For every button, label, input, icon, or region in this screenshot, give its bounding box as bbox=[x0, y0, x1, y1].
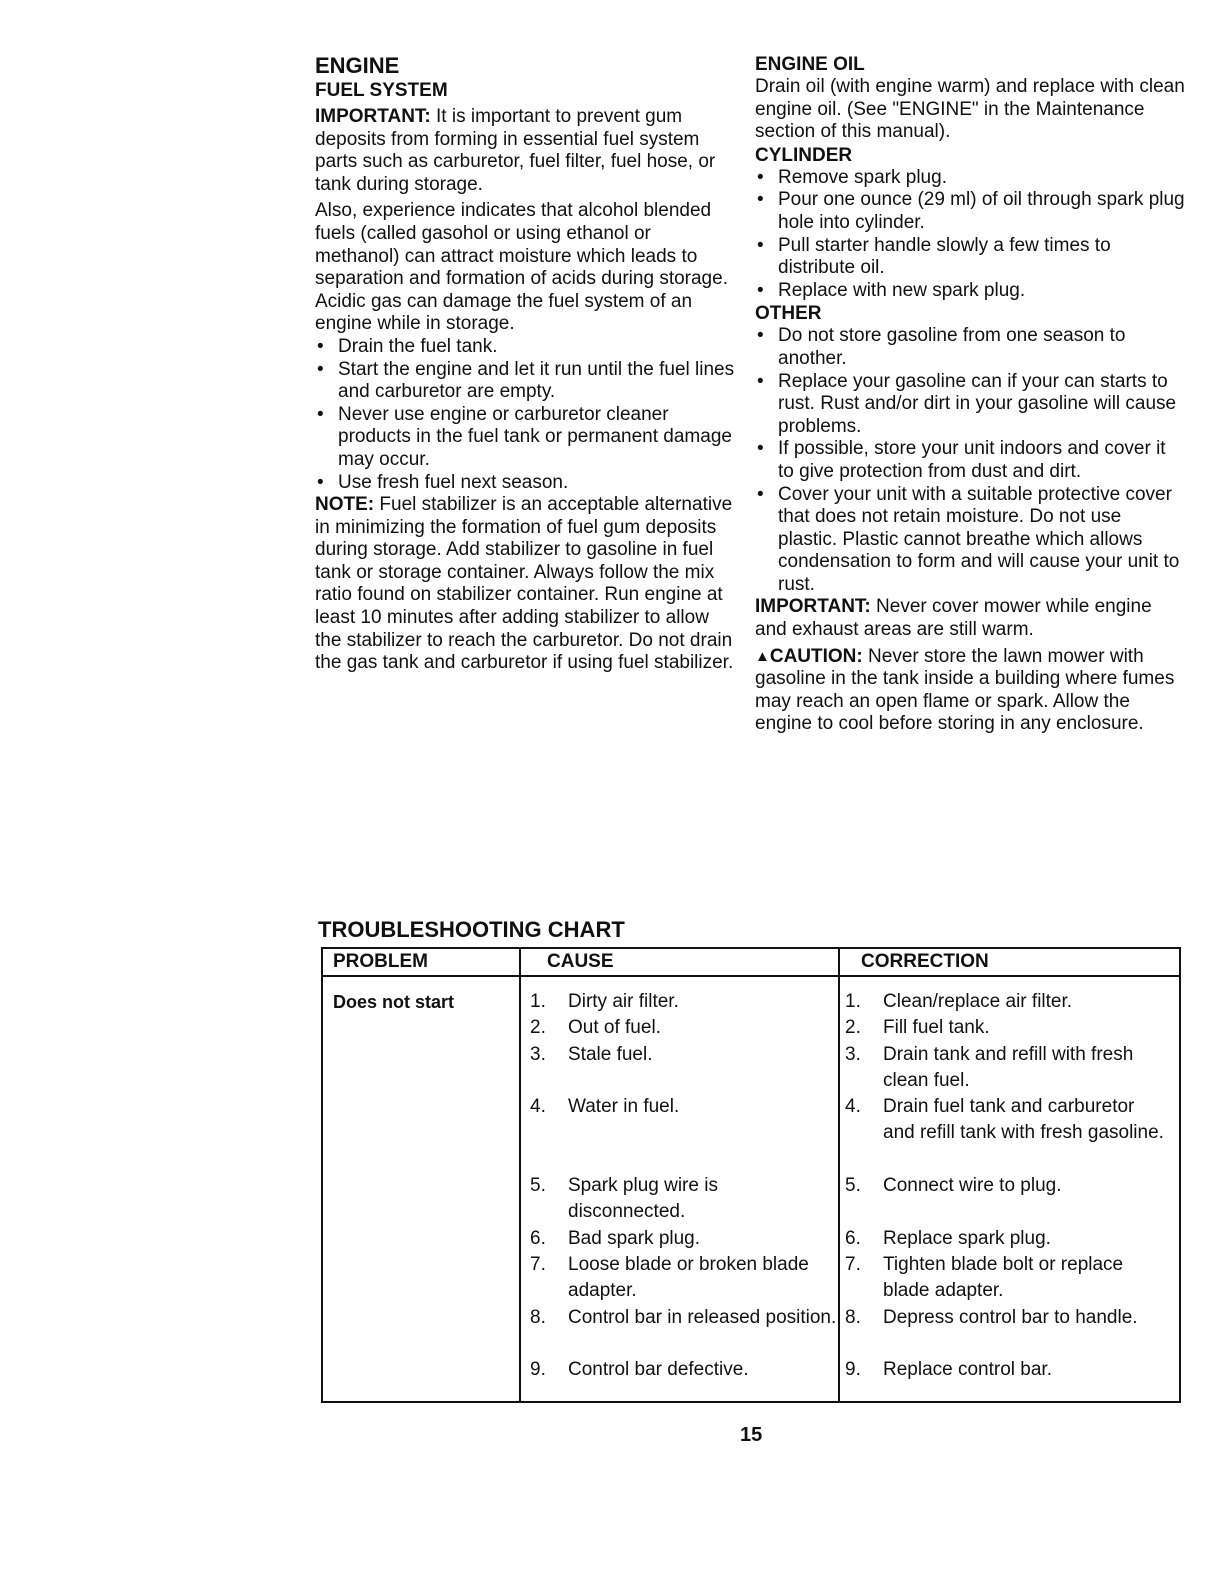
correction-number: 4. bbox=[845, 1096, 861, 1118]
bullet-icon: • bbox=[757, 166, 764, 188]
correction-number: 7. bbox=[845, 1253, 861, 1275]
important-text: It is important to prevent gum deposits from forming in essential fuel system parts such as carburetor, fuel filter, fuel hose, or tank during storage. bbox=[315, 106, 716, 195]
cause-row bbox=[530, 989, 838, 1015]
important-paragraph bbox=[315, 106, 735, 196]
cause-row bbox=[530, 1305, 838, 1358]
correction-number: 5. bbox=[845, 1175, 861, 1197]
other-bullet-list bbox=[755, 325, 1185, 596]
cause-number: 8. bbox=[530, 1306, 546, 1328]
correction-row bbox=[845, 1252, 1171, 1305]
bullet-text: Use fresh fuel next season. bbox=[338, 471, 569, 493]
cause-row bbox=[530, 1252, 838, 1305]
cylinder-bullet-list bbox=[755, 167, 1185, 303]
header-problem: PROBLEM bbox=[333, 951, 428, 972]
important-text: Never cover mower while engine and exhaust areas are still warm. bbox=[755, 596, 1152, 641]
correction-row bbox=[845, 1042, 1171, 1095]
note-paragraph bbox=[315, 494, 735, 675]
correction-text: Clean/replace air filter. bbox=[883, 991, 1073, 1012]
list-item bbox=[315, 404, 735, 472]
cause-text: Water in fuel. bbox=[568, 1096, 680, 1118]
bullet-icon: • bbox=[757, 370, 764, 392]
caution-text: Never store the lawn mower with gasoline in the tank inside a building where fumes may reach an open flame or spark. Allow the engine to cool before storing in any enclosure. bbox=[755, 645, 1175, 735]
cause-column bbox=[530, 989, 838, 1383]
engine-heading: ENGINE bbox=[315, 53, 400, 78]
fuel-system-heading: FUEL SYSTEM bbox=[315, 80, 448, 101]
cause-row bbox=[530, 1226, 838, 1252]
bullet-text: Remove spark plug. bbox=[778, 166, 947, 188]
problem-cell: Does not start bbox=[333, 992, 455, 1012]
bullet-text: If possible, store your unit indoors and cover it to give protection from dust and dirt. bbox=[778, 438, 1166, 482]
list-item bbox=[315, 336, 735, 359]
caution-label: CAUTION: bbox=[769, 645, 863, 667]
cylinder-heading: CYLINDER bbox=[755, 144, 853, 166]
other-heading: OTHER bbox=[755, 303, 822, 325]
correction-text: Depress control bar to handle. bbox=[883, 1306, 1138, 1328]
cause-row bbox=[530, 1042, 838, 1095]
correction-text: Replace spark plug. bbox=[883, 1227, 1051, 1249]
list-item bbox=[755, 167, 1185, 190]
correction-text: Tighten blade bolt or replace blade adapter. bbox=[883, 1253, 1124, 1302]
note-label: NOTE: bbox=[315, 494, 375, 516]
cause-row bbox=[530, 1015, 838, 1041]
cause-number: 7. bbox=[530, 1253, 546, 1275]
bullet-icon: • bbox=[317, 358, 324, 380]
correction-row bbox=[845, 1305, 1171, 1358]
bullet-text: Pour one ounce (29 ml) of oil through spark plug hole into cylinder. bbox=[778, 189, 1185, 233]
bullet-icon: • bbox=[757, 234, 764, 256]
engine-oil-heading: ENGINE OIL bbox=[755, 54, 865, 75]
correction-text: Connect wire to plug. bbox=[883, 1175, 1062, 1197]
cause-row bbox=[530, 1173, 838, 1226]
cause-row bbox=[530, 1357, 838, 1383]
bullet-text: Drain the fuel tank. bbox=[338, 335, 498, 357]
correction-text: Drain fuel tank and carburetor and refill tank with fresh gasoline. bbox=[883, 1096, 1164, 1144]
cause-number: 6. bbox=[530, 1227, 546, 1249]
bullet-text: Pull starter handle slowly a few times to distribute oil. bbox=[778, 234, 1111, 279]
note-text: Fuel stabilizer is an acceptable alternative in minimizing the formation of fuel gum deposits during storage. Add stabilizer to gasoline in fuel tank or storage container. Always follow the mix ratio found on stabilizer container. Run engine at least 10 minutes after adding stabilizer to allow the stabilizer to reach the carburetor. Do not drain the gas tank and carburetor if using fuel stabilizer. bbox=[315, 494, 734, 674]
header-cause: CAUSE bbox=[547, 951, 614, 972]
cause-text: Control bar in released position. bbox=[568, 1306, 837, 1328]
bullet-icon: • bbox=[317, 403, 324, 425]
correction-text: Drain tank and refill with fresh clean fuel. bbox=[883, 1043, 1134, 1091]
bullet-icon: • bbox=[757, 438, 764, 460]
engine-oil-text: Drain oil (with engine warm) and replace with clean engine oil. (See "ENGINE" in the Maintenance section of this manual). bbox=[755, 76, 1185, 143]
correction-row bbox=[845, 1094, 1171, 1173]
correction-row bbox=[845, 1015, 1171, 1041]
cause-number: 3. bbox=[530, 1043, 546, 1065]
bullet-icon: • bbox=[757, 325, 764, 347]
list-item bbox=[315, 472, 735, 495]
correction-number: 1. bbox=[845, 991, 861, 1012]
bullet-text: Replace your gasoline can if your can starts to rust. Rust and/or dirt in your gasoline will cause problems. bbox=[778, 370, 1177, 437]
bullet-text: Cover your unit with a suitable protective cover that does not retain moisture. Do not use plastic. Plastic cannot breathe which allows condensation to form and will cause your unit to rust. bbox=[778, 483, 1180, 595]
list-item bbox=[755, 189, 1185, 234]
correction-row bbox=[845, 989, 1171, 1015]
correction-number: 8. bbox=[845, 1306, 861, 1328]
correction-row bbox=[845, 1357, 1171, 1383]
cause-text: Stale fuel. bbox=[568, 1043, 653, 1065]
column-divider bbox=[838, 949, 840, 1401]
correction-row bbox=[845, 1173, 1171, 1226]
list-item bbox=[315, 359, 735, 404]
correction-text: Fill fuel tank. bbox=[883, 1017, 990, 1039]
cause-text: Out of fuel. bbox=[568, 1017, 661, 1039]
list-item bbox=[755, 325, 1185, 370]
important-paragraph bbox=[755, 596, 1185, 641]
caution-paragraph bbox=[755, 646, 1185, 736]
cause-number: 4. bbox=[530, 1096, 546, 1118]
correction-number: 9. bbox=[845, 1359, 861, 1381]
cause-number: 5. bbox=[530, 1175, 546, 1197]
correction-number: 3. bbox=[845, 1043, 861, 1065]
cause-text: Bad spark plug. bbox=[568, 1227, 701, 1249]
cause-text: Spark plug wire is disconnected. bbox=[568, 1175, 718, 1223]
bullet-icon: • bbox=[757, 189, 764, 211]
bullet-icon: • bbox=[757, 483, 764, 505]
header-divider bbox=[323, 975, 1179, 977]
bullet-icon: • bbox=[317, 335, 324, 357]
important-label: IMPORTANT: bbox=[315, 106, 431, 127]
warning-triangle-icon: ▲ bbox=[755, 647, 770, 665]
cause-number: 2. bbox=[530, 1017, 546, 1039]
list-item bbox=[755, 280, 1185, 303]
bullet-icon: • bbox=[317, 471, 324, 493]
cause-text: Dirty air filter. bbox=[568, 991, 679, 1012]
column-divider bbox=[519, 949, 521, 1401]
list-item bbox=[755, 371, 1185, 439]
left-column bbox=[315, 53, 735, 675]
header-correction: CORRECTION bbox=[861, 951, 989, 972]
correction-row bbox=[845, 1226, 1171, 1252]
list-item bbox=[755, 484, 1185, 597]
bullet-text: Start the engine and let it run until the fuel lines and carburetor are empty. bbox=[338, 358, 735, 403]
cause-text: Control bar defective. bbox=[568, 1359, 749, 1381]
bullet-text: Do not store gasoline from one season to another. bbox=[778, 325, 1126, 369]
troubleshooting-table bbox=[321, 947, 1181, 1403]
bullet-icon: • bbox=[757, 279, 764, 301]
list-item bbox=[755, 235, 1185, 280]
correction-column bbox=[845, 989, 1171, 1383]
bullet-text: Replace with new spark plug. bbox=[778, 279, 1026, 301]
cause-text: Loose blade or broken blade adapter. bbox=[568, 1253, 809, 1302]
important-label: IMPORTANT: bbox=[755, 596, 871, 618]
correction-number: 6. bbox=[845, 1227, 861, 1249]
troubleshooting-chart-title: TROUBLESHOOTING CHART bbox=[318, 917, 625, 942]
page-number: 15 bbox=[740, 1424, 763, 1446]
correction-number: 2. bbox=[845, 1017, 861, 1039]
list-item bbox=[755, 438, 1185, 483]
correction-text: Replace control bar. bbox=[883, 1359, 1052, 1381]
alcohol-paragraph: Also, experience indicates that alcohol blended fuels (called gasohol or using ethanol or methanol) can attract moisture which leads to separation and formation of acids during storage. Acidic gas can damage the fuel system of an engine while in storage. bbox=[315, 200, 728, 335]
cause-row bbox=[530, 1094, 838, 1173]
cause-number: 9. bbox=[530, 1359, 546, 1381]
cause-number: 1. bbox=[530, 991, 546, 1012]
fuel-bullet-list bbox=[315, 336, 735, 494]
right-column bbox=[755, 53, 1185, 736]
bullet-text: Never use engine or carburetor cleaner products in the fuel tank or permanent damage may occur. bbox=[338, 403, 732, 470]
